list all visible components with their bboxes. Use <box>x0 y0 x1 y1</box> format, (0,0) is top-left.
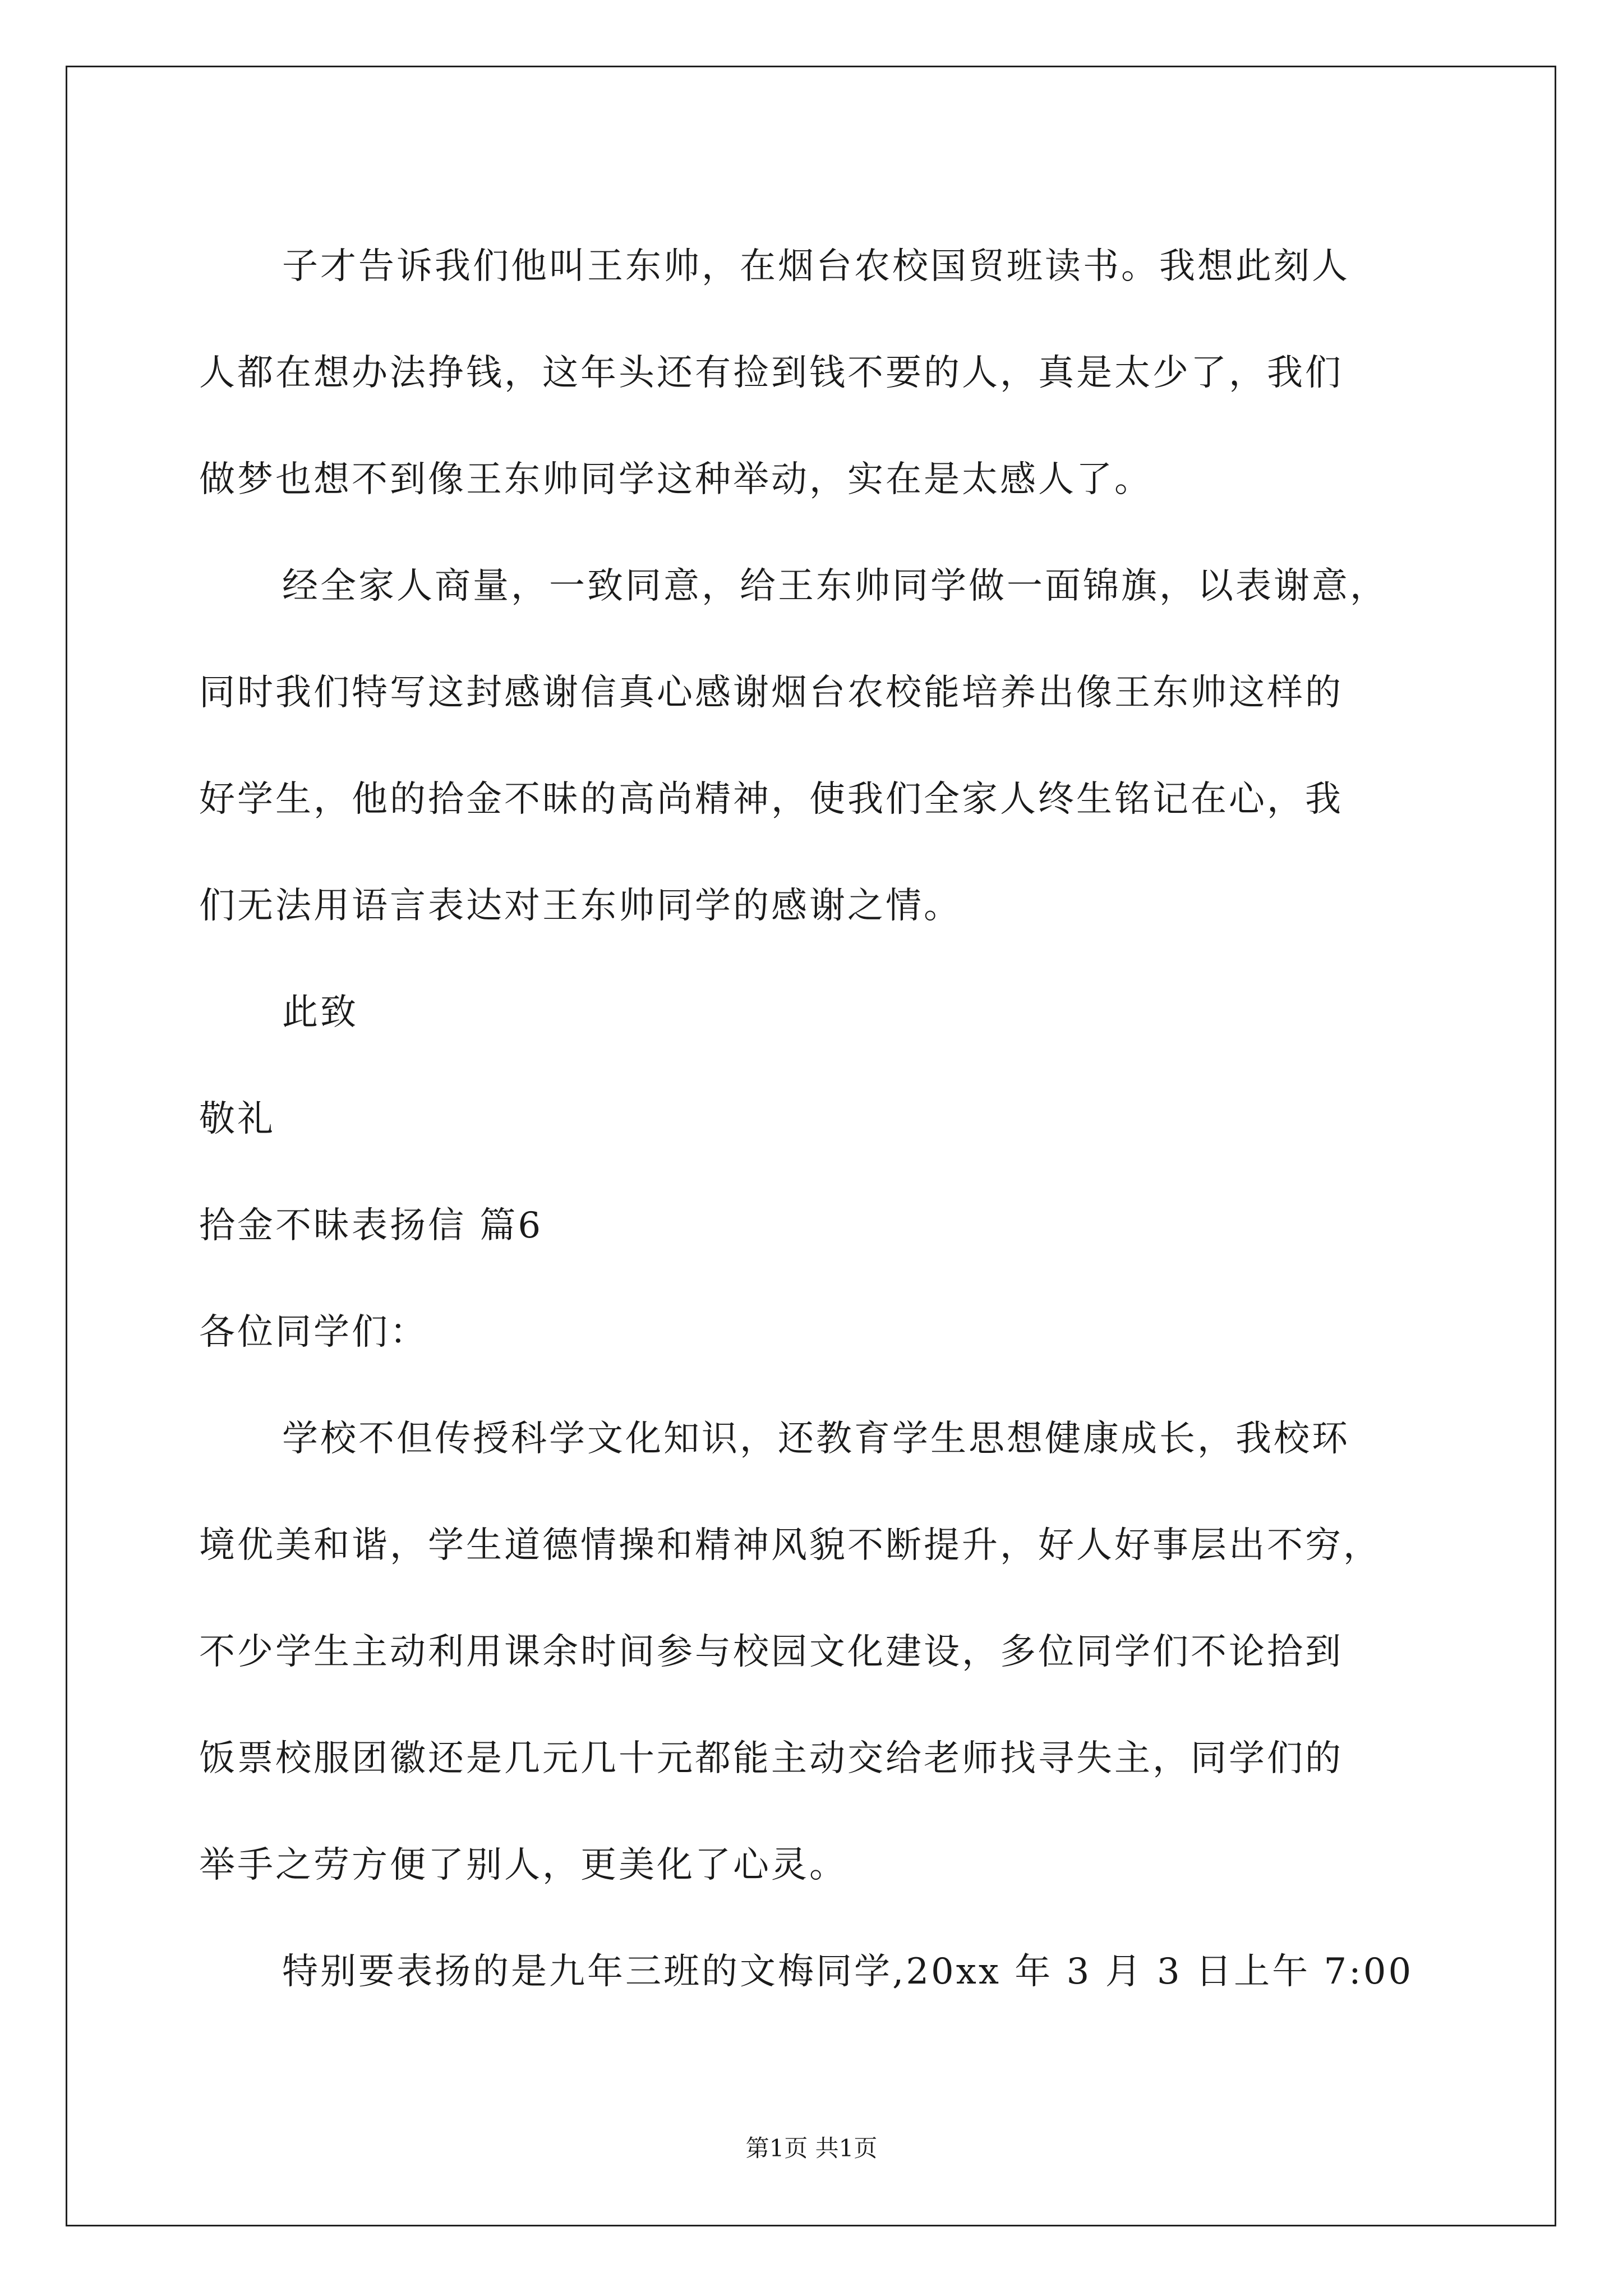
text-line: 同时我们特写这封感谢信真心感谢烟台农校能培养出像王东帅这样的 <box>199 672 1343 714</box>
greeting: 各位同学们： <box>199 1312 428 1353</box>
text-line: 人都在想办法挣钱，这年头还有捡到钱不要的人，真是太少了，我们 <box>199 352 1343 394</box>
text-line: 饭票校服团徽还是几元几十元都能主动交给老师找寻失主，同学们的 <box>199 1738 1343 1779</box>
closing-regards: 敬礼 <box>199 1098 275 1140</box>
text-line: 不少学生主动利用课余时间参与校园文化建设，多位同学们不论拾到 <box>199 1631 1343 1673</box>
closing-salutation: 此致 <box>282 992 358 1033</box>
text-line: 子才告诉我们他叫王东帅，在烟台农校国贸班读书。我想此刻人 <box>282 246 1350 287</box>
text-line: 好学生，他的拾金不昧的高尚精神，使我们全家人终生铭记在心，我 <box>199 779 1343 820</box>
text-line: 特别要表扬的是九年三班的文梅同学,20xx 年 3 月 3 日上午 7:00 <box>282 1951 1414 1993</box>
text-line: 做梦也想不到像王东帅同学这种举动，实在是太感人了。 <box>199 459 1152 500</box>
text-line: 经全家人商量，一致同意，给王东帅同学做一面锦旗，以表谢意， <box>282 565 1388 607</box>
document-body <box>199 213 1433 2025</box>
text-line: 境优美和谐，学生道德情操和精神风貌不断提升，好人好事层出不穷， <box>199 1525 1381 1566</box>
text-line: 举手之劳方便了别人，更美化了心灵。 <box>199 1844 847 1886</box>
page-footer: 第1页 共1页 <box>745 2134 878 2162</box>
section-heading: 拾金不昧表扬信 篇6 <box>199 1205 543 1246</box>
text-line: 学校不但传授科学文化知识，还教育学生思想健康成长，我校环 <box>282 1418 1350 1460</box>
text-line: 们无法用语言表达对王东帅同学的感谢之情。 <box>199 885 962 927</box>
